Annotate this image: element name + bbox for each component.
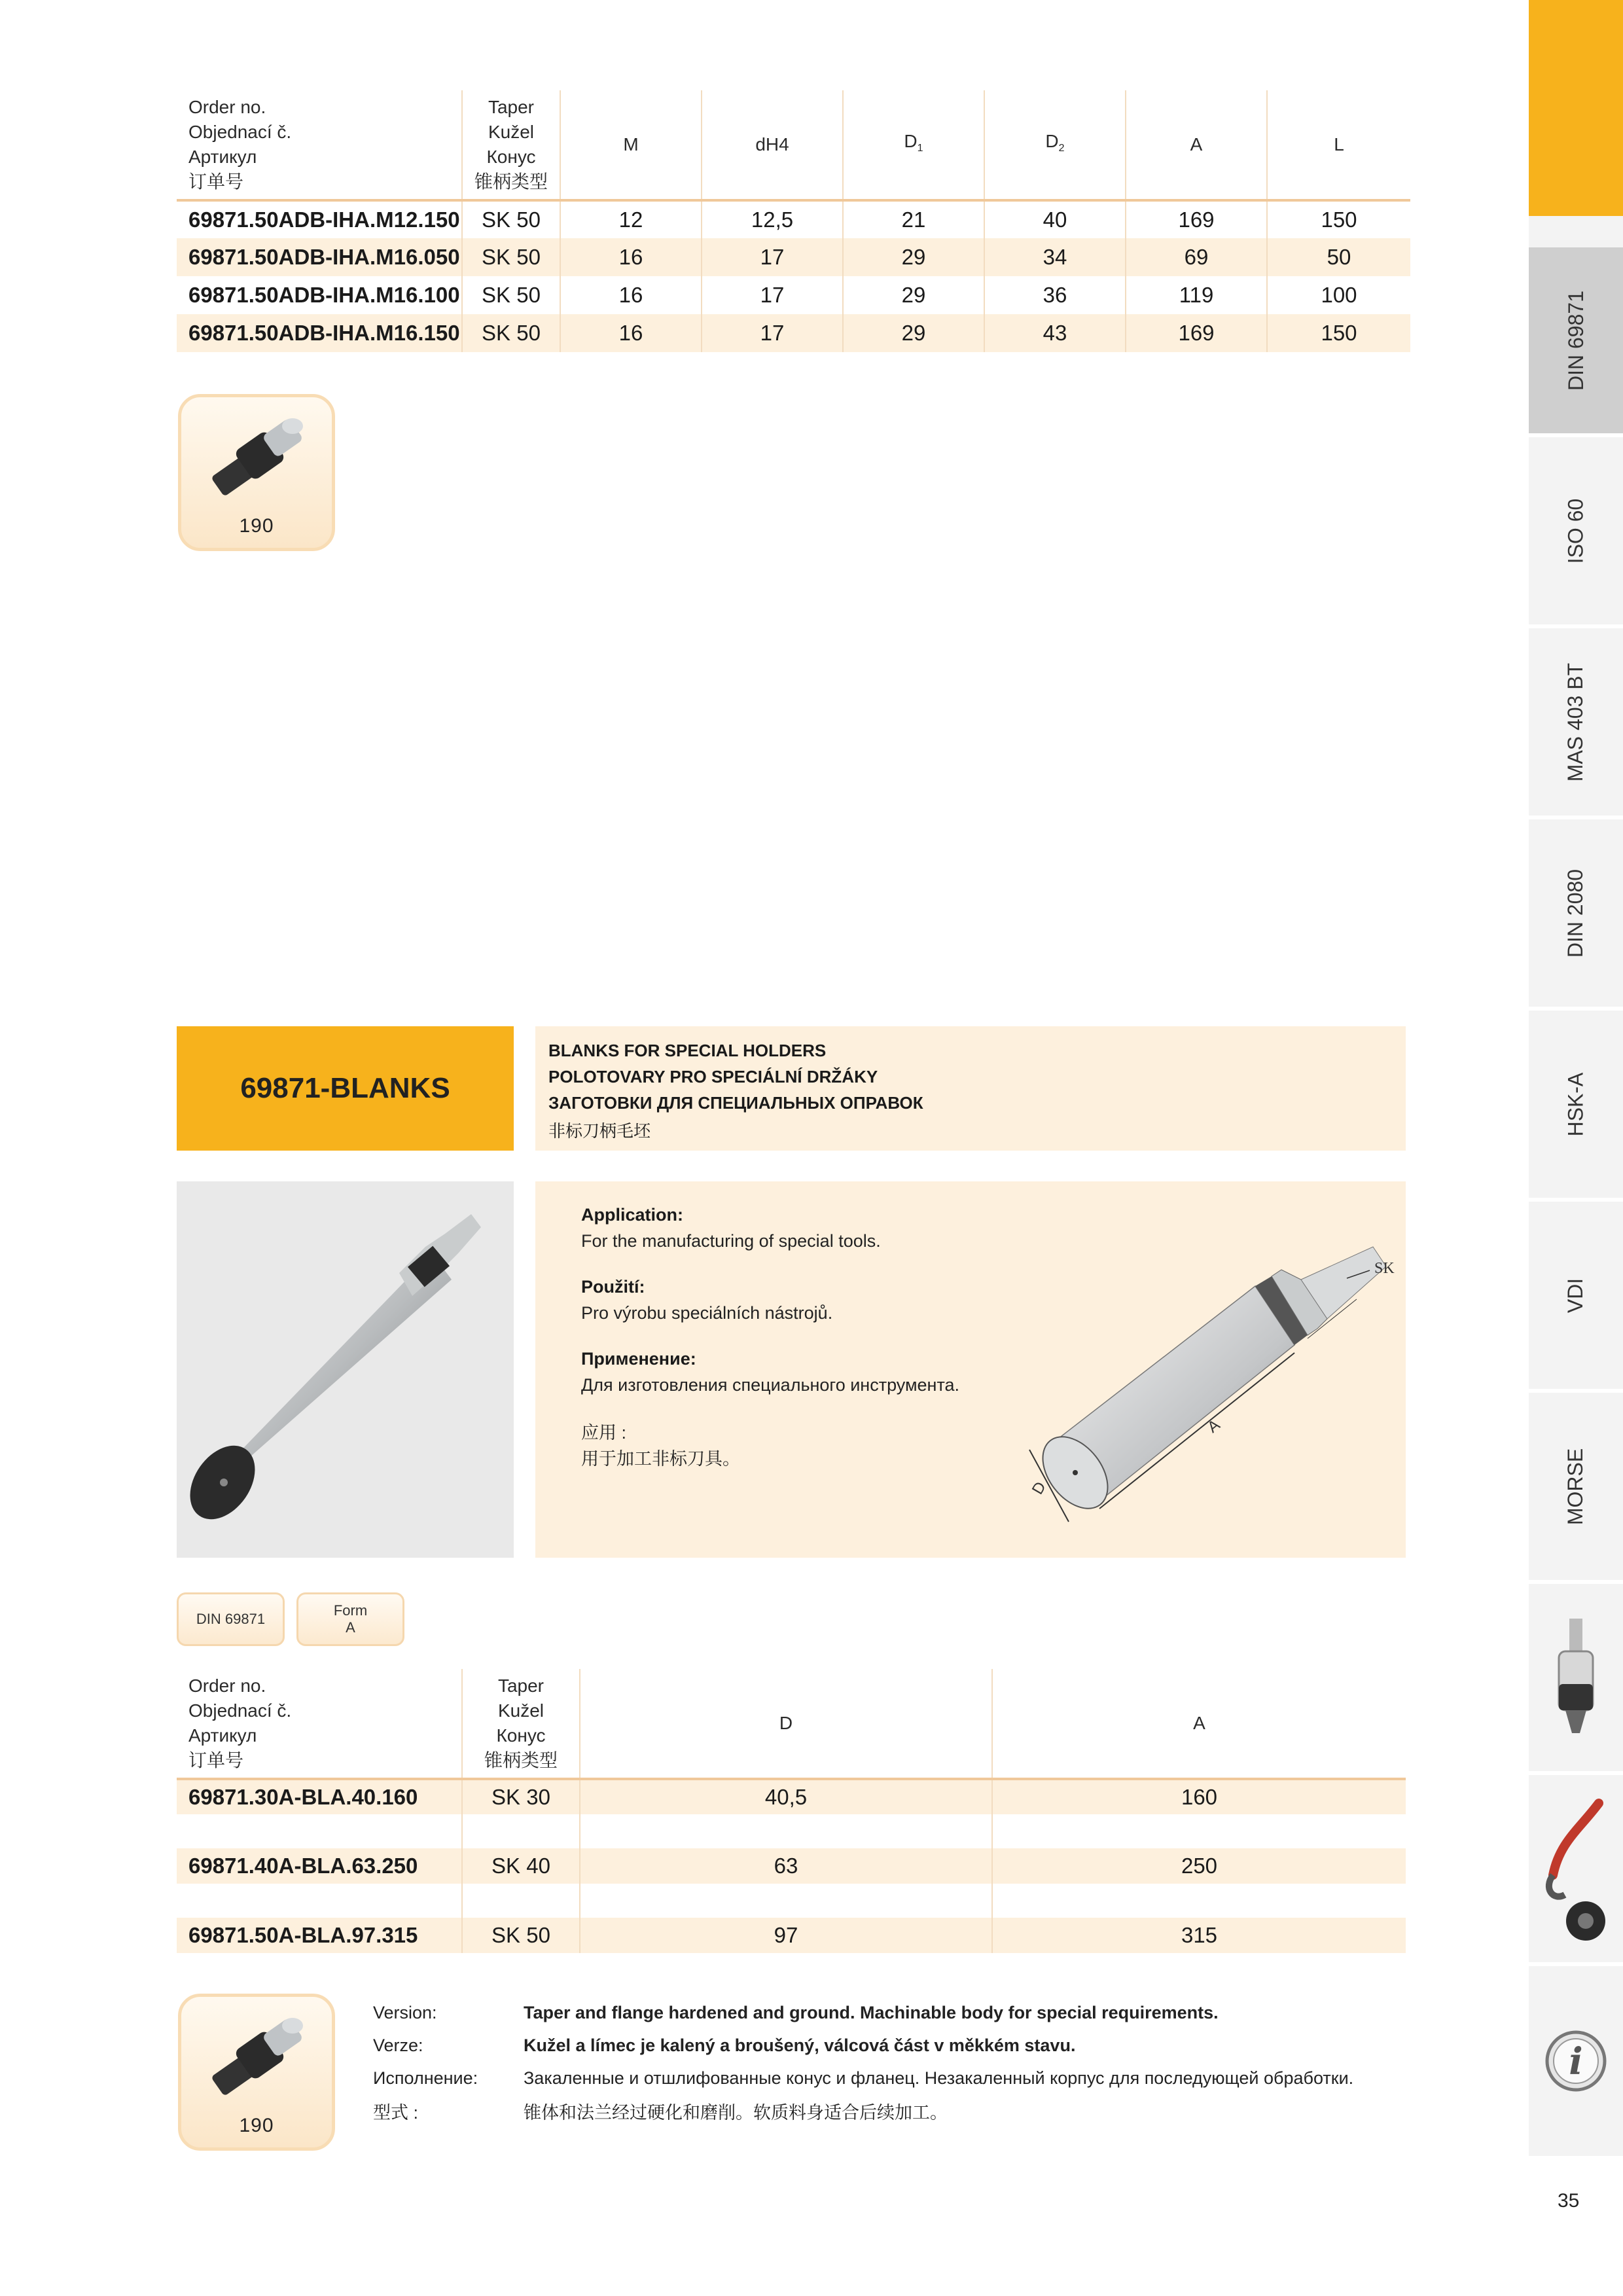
col-d-header: D: [580, 1669, 992, 1779]
tab-mas-403-bt[interactable]: MAS 403 BT: [1529, 628, 1623, 819]
d2-cell: 36: [984, 276, 1126, 314]
a-cell: 69: [1126, 238, 1267, 276]
application-label-en: Application:: [581, 1205, 683, 1225]
a-cell: 169: [1126, 200, 1267, 238]
col-order-header: Order no. Objednací č. Артикул 订单号: [177, 1669, 462, 1779]
tab-drill-chuck[interactable]: [1529, 1584, 1623, 1775]
a-cell: 169: [1126, 314, 1267, 352]
section-description: [535, 1026, 1406, 1151]
application-text-cz: Pro výrobu speciálních nástrojů.: [581, 1303, 833, 1323]
taper-cell: SK 50: [462, 314, 560, 352]
m-cell: 12: [560, 200, 702, 238]
wrench-nut-icon: [1540, 1790, 1612, 1947]
table-row: [177, 200, 1410, 238]
info-icon: [1543, 2028, 1609, 2094]
taper-cell: SK 50: [462, 276, 560, 314]
tab-info[interactable]: [1529, 1966, 1623, 2160]
a-cell: 160: [992, 1779, 1406, 1814]
d-cell: 97: [580, 1918, 992, 1953]
a-cell: 315: [992, 1918, 1406, 1953]
order-number: 69871.50A-BLA.97.315: [177, 1918, 462, 1953]
application-text-ru: Для изготовления специального инструмента.: [581, 1375, 960, 1395]
thumbnail-number: 190: [239, 2115, 274, 2136]
dh4-cell: 12,5: [702, 200, 843, 238]
pull-stud-icon: [201, 2011, 319, 2109]
table-row: [177, 276, 1410, 314]
d-cell: 63: [580, 1848, 992, 1884]
tab-iso-60[interactable]: ISO 60: [1529, 437, 1623, 628]
col-l-header: L: [1267, 90, 1410, 200]
blanks-spec-table: [177, 1669, 1406, 1953]
col-d2-header: $D_2$: [984, 90, 1126, 200]
version-text-cn: 锥体和法兰经过硬化和磨削。软质料身适合后续加工。: [524, 2103, 948, 2123]
l-cell: 150: [1267, 314, 1410, 352]
top-spec-table: [177, 90, 1410, 352]
dh4-cell: 17: [702, 276, 843, 314]
tab-wrench[interactable]: [1529, 1775, 1623, 1966]
col-a-header: A: [992, 1669, 1406, 1779]
version-text-en: Taper and flange hardened and ground. Machinable body for special requirements.: [524, 2003, 1219, 2022]
d2-cell: 40: [984, 200, 1126, 238]
version-text-cz: Kužel a límec je kalený a broušený, válcová část v měkkém stavu.: [524, 2036, 1076, 2055]
pull-stud-thumbnail[interactable]: [178, 394, 335, 551]
application-text-en: For the manufacturing of special tools.: [581, 1231, 881, 1251]
version-label-en: Version:: [373, 2003, 437, 2022]
version-label-ru: Исполнение:: [373, 2068, 478, 2088]
version-label-cn: 型式 :: [373, 2103, 419, 2123]
tab-din-2080[interactable]: DIN 2080: [1529, 819, 1623, 1011]
tab-vdi[interactable]: VDI: [1529, 1202, 1623, 1393]
dh4-cell: 17: [702, 314, 843, 352]
svg-text:SK: SK: [1374, 1260, 1395, 1277]
table-row: [177, 1848, 1406, 1884]
col-m-header: M: [560, 90, 702, 200]
taper-cell: SK 50: [462, 238, 560, 276]
d-cell: 40,5: [580, 1779, 992, 1814]
order-number: 69871.50ADB-IHA.M16.050: [177, 238, 462, 276]
dh4-cell: 17: [702, 238, 843, 276]
col-taper-header: Taper Kužel Конус 锥柄类型: [462, 90, 560, 200]
d1-cell: 29: [843, 276, 984, 314]
m-cell: 16: [560, 314, 702, 352]
a-cell: 250: [992, 1848, 1406, 1884]
taper-cell: SK 40: [462, 1848, 580, 1884]
product-photo: [177, 1181, 514, 1558]
version-label-cz: Verze:: [373, 2036, 423, 2055]
col-taper-header: Taper Kužel Конус 锥柄类型: [462, 1669, 580, 1779]
spacer-row: [177, 1884, 1406, 1918]
order-number: 69871.40A-BLA.63.250: [177, 1848, 462, 1884]
taper-cell: SK 50: [462, 200, 560, 238]
description-line-ru: ЗАГОТОВКИ ДЛЯ СПЕЦИАЛЬНЫХ ОПРАВОК: [548, 1093, 923, 1113]
col-order-header: Order no. Objednací č. Артикул 订单号: [177, 90, 462, 200]
table-row: [177, 1918, 1406, 1953]
application-text-cn: 用于加工非标刀具。: [581, 1449, 740, 1469]
tab-hsk-a[interactable]: HSK-A: [1529, 1011, 1623, 1202]
col-dh4-header: dH4: [702, 90, 843, 200]
application-label-cn: 应用 :: [581, 1423, 627, 1443]
description-line-cn: 非标刀柄毛坯: [548, 1121, 651, 1141]
din-badge[interactable]: DIN 69871: [177, 1592, 285, 1646]
order-number: 69871.50ADB-IHA.M16.100: [177, 276, 462, 314]
col-d1-header: $D_1$: [843, 90, 984, 200]
m-cell: 16: [560, 238, 702, 276]
order-number: 69871.30A-BLA.40.160: [177, 1779, 462, 1814]
table-row: [177, 1779, 1406, 1814]
l-cell: 150: [1321, 207, 1357, 232]
order-number: 69871.50ADB-IHA.M16.150: [177, 314, 462, 352]
blank-holder-photo-icon: [177, 1181, 514, 1558]
d1-cell: 29: [843, 314, 984, 352]
col-a-header: A: [1126, 90, 1267, 200]
spacer-row: [177, 1814, 1406, 1848]
l-cell: 50: [1267, 238, 1410, 276]
a-cell: 119: [1126, 276, 1267, 314]
d1-cell: 29: [843, 238, 984, 276]
pull-stud-thumbnail[interactable]: [178, 1994, 335, 2151]
tab-din-69871[interactable]: DIN 69871: [1529, 247, 1623, 437]
application-panel: [535, 1181, 1406, 1558]
d2-cell: 34: [984, 238, 1126, 276]
drill-chuck-icon: [1550, 1612, 1602, 1743]
taper-cell: SK 30: [462, 1779, 580, 1814]
svg-text:A: A: [1204, 1416, 1224, 1437]
version-text-ru: Закаленные и отшлифованные конус и фланец. Незакаленный корпус для последующей обработки.: [524, 2068, 1354, 2088]
table-row: [177, 238, 1410, 276]
d2-cell: 43: [984, 314, 1126, 352]
order-number: 69871.50ADB-IHA.M12.150: [177, 200, 462, 238]
section-title: 69871-BLANKS: [177, 1026, 514, 1151]
page-number: 35: [1558, 2190, 1580, 2212]
description-line-cz: POLOTOVARY PRO SPECIÁLNÍ DRŽÁKY: [548, 1067, 878, 1086]
d1-cell: 21: [843, 200, 984, 238]
form-badge[interactable]: Form A: [296, 1592, 404, 1646]
svg-text:D: D: [1028, 1479, 1050, 1498]
sidebar-accent-block: [1529, 0, 1623, 216]
thumbnail-number: 190: [239, 515, 274, 537]
svg-text:i: i: [1569, 2040, 1583, 2083]
technical-drawing: [1020, 1208, 1399, 1548]
taper-cell: SK 50: [462, 1918, 580, 1953]
m-cell: 16: [560, 276, 702, 314]
table-row: [177, 314, 1410, 352]
l-cell: 100: [1321, 283, 1357, 307]
application-label-cz: Použití:: [581, 1277, 645, 1297]
description-line-en: BLANKS FOR SPECIAL HOLDERS: [548, 1041, 827, 1060]
pull-stud-icon: [201, 412, 319, 510]
tab-morse[interactable]: MORSE: [1529, 1393, 1623, 1584]
application-label-ru: Применение:: [581, 1349, 696, 1369]
